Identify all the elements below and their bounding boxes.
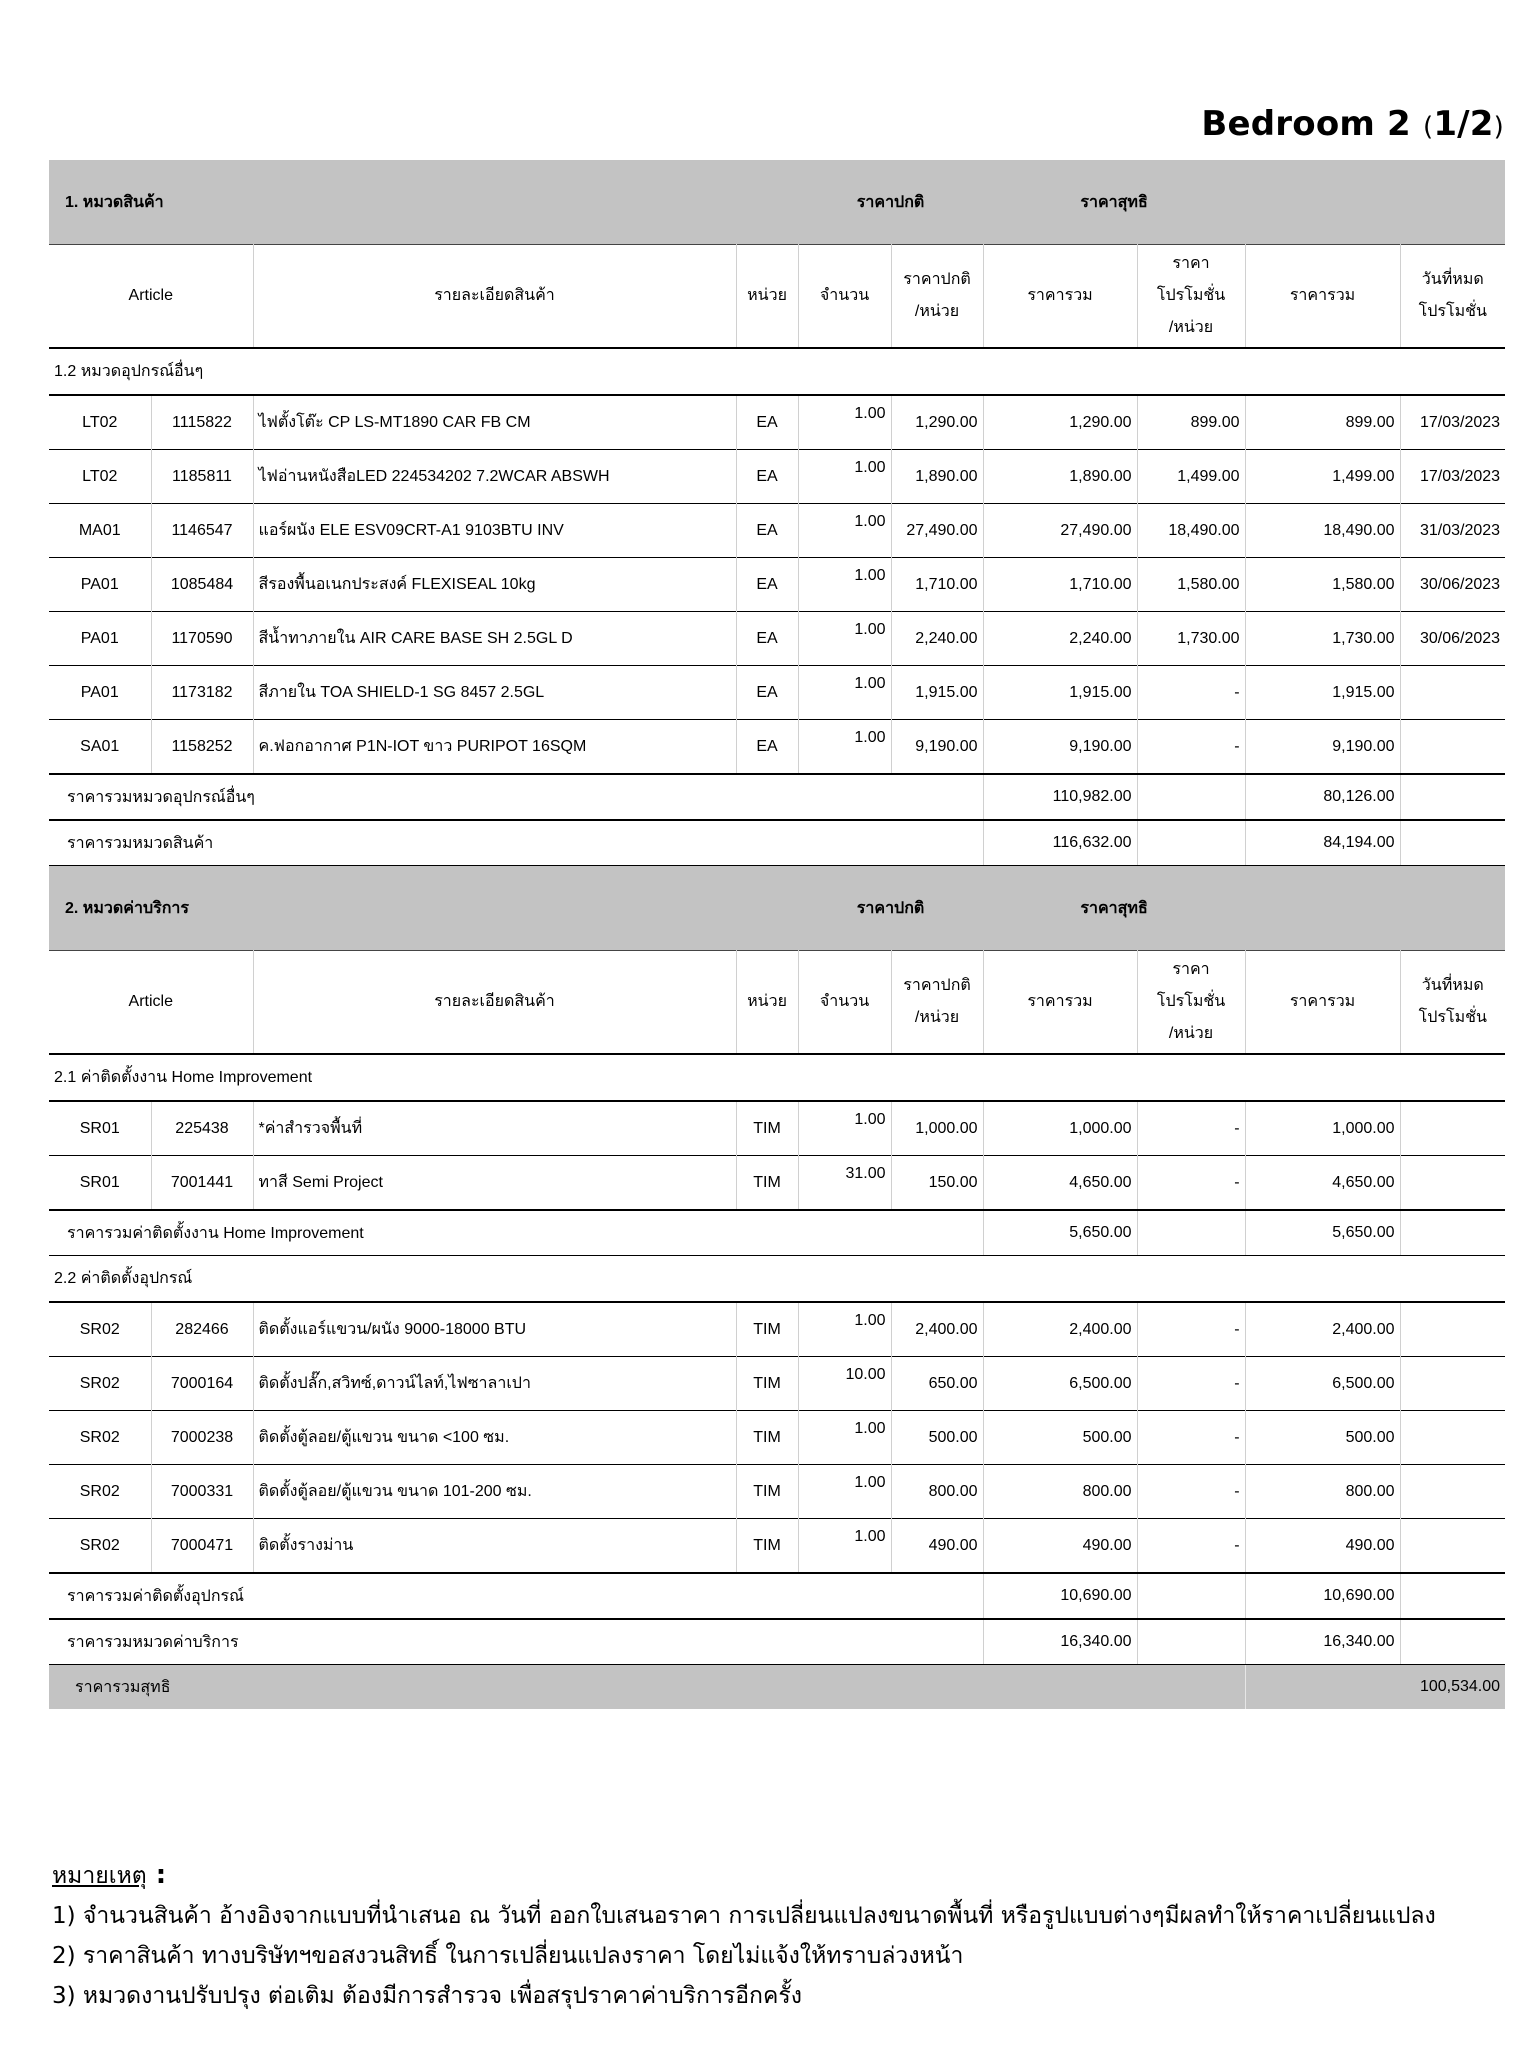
table-row xyxy=(49,1519,1505,1574)
column-header-line: โปรโมชั่น xyxy=(1418,303,1487,320)
item-unit-price: 1,915.00 xyxy=(891,666,983,720)
item-description: ทาสี Semi Project xyxy=(253,1156,736,1211)
table-row xyxy=(49,450,1505,504)
item-description: แอร์ผนัง ELE ESV09CRT-A1 9103BTU INV xyxy=(253,504,736,558)
regular-price-group-header: ราคาปกติ xyxy=(798,866,983,951)
item-quantity: 10.00 xyxy=(798,1357,891,1411)
item-quantity: 1.00 xyxy=(798,1302,891,1357)
table-row xyxy=(49,395,1505,450)
net-price-group-header: ราคาสุทธิ xyxy=(983,866,1245,951)
column-header-line: โปรโมชั่น xyxy=(1156,287,1226,304)
net-total-value: 100,534.00 xyxy=(1245,1665,1505,1710)
item-promo-end-date: 17/03/2023 xyxy=(1400,450,1505,504)
item-quantity: 1.00 xyxy=(798,666,891,720)
subtotal-row xyxy=(49,820,1505,866)
item-unit: EA xyxy=(736,395,798,450)
item-promo-end-date xyxy=(1400,1357,1505,1411)
item-unit-price: 800.00 xyxy=(891,1465,983,1519)
col-article: Article xyxy=(49,245,253,349)
item-quantity: 1.00 xyxy=(798,720,891,775)
subsection-header xyxy=(49,1256,1505,1303)
item-description: ค.ฟอกอากาศ P1N-IOT ขาว PURIPOT 16SQM xyxy=(253,720,736,775)
item-code: 225438 xyxy=(151,1101,253,1156)
item-category: LT02 xyxy=(49,450,151,504)
subtotal-spacer xyxy=(1137,774,1245,820)
subtotal-spacer xyxy=(1137,820,1245,866)
table-row xyxy=(49,1156,1505,1211)
column-header-row xyxy=(49,245,1505,349)
subtotal-row xyxy=(49,1619,1505,1665)
subsection-title: 2.1 ค่าติดตั้งงาน Home Improvement xyxy=(49,1054,1505,1101)
table-row xyxy=(49,720,1505,775)
item-category: SR02 xyxy=(49,1357,151,1411)
table-row xyxy=(49,1465,1505,1519)
item-promo-price: - xyxy=(1137,1411,1245,1465)
item-promo-end-date xyxy=(1400,1156,1505,1211)
item-code: 1115822 xyxy=(151,395,253,450)
item-quantity: 1.00 xyxy=(798,612,891,666)
item-net-total: 1,000.00 xyxy=(1245,1101,1400,1156)
item-category: PA01 xyxy=(49,612,151,666)
item-code: 7000164 xyxy=(151,1357,253,1411)
col-net-total: ราคารวม xyxy=(1245,245,1400,349)
item-promo-end-date xyxy=(1400,1465,1505,1519)
column-header-row xyxy=(49,951,1505,1055)
page-title-main: Bedroom 2 xyxy=(1201,104,1411,144)
item-promo-price: - xyxy=(1137,1302,1245,1357)
notes-title: หมายเหตุ xyxy=(52,1863,147,1889)
subtotal-regular: 110,982.00 xyxy=(983,774,1137,820)
item-category: SA01 xyxy=(49,720,151,775)
col-unit: หน่วย xyxy=(736,245,798,349)
item-total: 800.00 xyxy=(983,1465,1137,1519)
item-promo-end-date xyxy=(1400,666,1505,720)
col-article: Article xyxy=(49,951,253,1055)
item-net-total: 1,730.00 xyxy=(1245,612,1400,666)
item-total: 4,650.00 xyxy=(983,1156,1137,1211)
subtotal-spacer xyxy=(1137,1619,1245,1665)
col-unit-price xyxy=(891,245,983,349)
quotation-table xyxy=(49,160,1505,1709)
regular-price-group-header: ราคาปกติ xyxy=(798,160,983,245)
section-title: 2. หมวดค่าบริการ xyxy=(49,866,798,951)
item-unit: TIM xyxy=(736,1519,798,1574)
page-title xyxy=(1201,104,1504,144)
col-unit-price xyxy=(891,951,983,1055)
item-promo-end-date xyxy=(1400,1101,1505,1156)
subtotal-net: 10,690.00 xyxy=(1245,1573,1400,1619)
section-title: 1. หมวดสินค้า xyxy=(49,160,798,245)
item-total: 6,500.00 xyxy=(983,1357,1137,1411)
col-promo-price xyxy=(1137,951,1245,1055)
item-promo-end-date xyxy=(1400,1411,1505,1465)
column-header-line: ราคาปกติ xyxy=(903,271,971,288)
table-row xyxy=(49,1411,1505,1465)
item-total: 1,290.00 xyxy=(983,395,1137,450)
item-promo-end-date: 17/03/2023 xyxy=(1400,395,1505,450)
item-quantity: 1.00 xyxy=(798,450,891,504)
col-unit: หน่วย xyxy=(736,951,798,1055)
table-row xyxy=(49,1302,1505,1357)
subsection-title: 1.2 หมวดอุปกรณ์อื่นๆ xyxy=(49,348,1505,395)
item-code: 1146547 xyxy=(151,504,253,558)
item-unit-price: 27,490.00 xyxy=(891,504,983,558)
item-total: 1,915.00 xyxy=(983,666,1137,720)
item-category: MA01 xyxy=(49,504,151,558)
column-header-line: วันที่หมด xyxy=(1421,271,1484,288)
subtotal-label: ราคารวมหมวดสินค้า xyxy=(49,820,983,866)
subtotal-spacer xyxy=(1400,1210,1505,1256)
table-row xyxy=(49,1357,1505,1411)
column-header-line: /หน่วย xyxy=(914,303,960,320)
header-spacer xyxy=(1245,160,1505,245)
col-promo-end-date xyxy=(1400,245,1505,349)
item-code: 7001441 xyxy=(151,1156,253,1211)
item-unit: TIM xyxy=(736,1465,798,1519)
item-promo-price: - xyxy=(1137,1101,1245,1156)
subtotal-regular: 5,650.00 xyxy=(983,1210,1137,1256)
table-row xyxy=(49,612,1505,666)
subtotal-spacer xyxy=(1400,774,1505,820)
item-net-total: 490.00 xyxy=(1245,1519,1400,1574)
item-promo-end-date: 30/06/2023 xyxy=(1400,558,1505,612)
column-header-line: ราคาปกติ xyxy=(903,977,971,994)
column-header-line: /หน่วย xyxy=(914,1009,960,1026)
col-description: รายละเอียดสินค้า xyxy=(253,951,736,1055)
page-title-part: 1/2 xyxy=(1433,104,1494,144)
notes xyxy=(52,1855,1436,2016)
column-header-line: โปรโมชั่น xyxy=(1156,993,1226,1010)
subtotal-spacer xyxy=(1137,1573,1245,1619)
item-code: 7000238 xyxy=(151,1411,253,1465)
item-promo-price: - xyxy=(1137,1519,1245,1574)
item-category: SR02 xyxy=(49,1302,151,1357)
notes-colon: : xyxy=(146,1860,167,1890)
item-category: SR02 xyxy=(49,1519,151,1574)
item-unit: EA xyxy=(736,504,798,558)
subsection-header xyxy=(49,1054,1505,1101)
item-unit-price: 490.00 xyxy=(891,1519,983,1574)
item-promo-end-date xyxy=(1400,1302,1505,1357)
item-promo-end-date xyxy=(1400,720,1505,775)
col-promo-end-date xyxy=(1400,951,1505,1055)
item-unit: TIM xyxy=(736,1156,798,1211)
item-quantity: 1.00 xyxy=(798,395,891,450)
section-header xyxy=(49,866,1505,951)
item-total: 9,190.00 xyxy=(983,720,1137,775)
subtotal-net: 16,340.00 xyxy=(1245,1619,1400,1665)
item-category: SR01 xyxy=(49,1156,151,1211)
column-header-line: วันที่หมด xyxy=(1421,977,1484,994)
item-description: สีภายใน TOA SHIELD-1 SG 8457 2.5GL xyxy=(253,666,736,720)
subtotal-spacer xyxy=(1400,1573,1505,1619)
subtotal-net: 84,194.00 xyxy=(1245,820,1400,866)
item-unit: TIM xyxy=(736,1411,798,1465)
section-header xyxy=(49,160,1505,245)
subtotal-regular: 10,690.00 xyxy=(983,1573,1137,1619)
quotation-table-body xyxy=(49,160,1505,1709)
note-line: 3) หมวดงานปรับปรุง ต่อเติม ต้องมีการสำรวจ เพื่อสรุปราคาค่าบริการอีกครั้ง xyxy=(52,1983,802,2009)
item-net-total: 899.00 xyxy=(1245,395,1400,450)
item-net-total: 500.00 xyxy=(1245,1411,1400,1465)
subtotal-label: ราคารวมค่าติดตั้งงาน Home Improvement xyxy=(49,1210,983,1256)
item-description: ติดตั้งแอร์แขวน/ผนัง 9000-18000 BTU xyxy=(253,1302,736,1357)
item-description: สีน้ำทาภายใน AIR CARE BASE SH 2.5GL D xyxy=(253,612,736,666)
item-unit: EA xyxy=(736,450,798,504)
item-description: ติดตั้งตู้ลอย/ตู้แขวน ขนาด <100 ซม. xyxy=(253,1411,736,1465)
item-code: 1173182 xyxy=(151,666,253,720)
item-quantity: 31.00 xyxy=(798,1156,891,1211)
table-row xyxy=(49,558,1505,612)
subsection-title: 2.2 ค่าติดตั้งอุปกรณ์ xyxy=(49,1256,1505,1303)
item-net-total: 2,400.00 xyxy=(1245,1302,1400,1357)
item-net-total: 1,915.00 xyxy=(1245,666,1400,720)
item-promo-price: - xyxy=(1137,1156,1245,1211)
item-net-total: 6,500.00 xyxy=(1245,1357,1400,1411)
item-unit: EA xyxy=(736,666,798,720)
item-total: 490.00 xyxy=(983,1519,1137,1574)
header-spacer xyxy=(1245,866,1505,951)
item-total: 1,890.00 xyxy=(983,450,1137,504)
subsection-header xyxy=(49,348,1505,395)
item-promo-price: 18,490.00 xyxy=(1137,504,1245,558)
item-code: 7000471 xyxy=(151,1519,253,1574)
subtotal-spacer xyxy=(1400,1619,1505,1665)
subtotal-regular: 116,632.00 xyxy=(983,820,1137,866)
item-unit-price: 9,190.00 xyxy=(891,720,983,775)
column-header-line: /หน่วย xyxy=(1168,1025,1214,1042)
item-promo-end-date: 31/03/2023 xyxy=(1400,504,1505,558)
item-unit-price: 1,710.00 xyxy=(891,558,983,612)
page-title-paren-close: ) xyxy=(1493,112,1504,142)
item-net-total: 4,650.00 xyxy=(1245,1156,1400,1211)
item-code: 1085484 xyxy=(151,558,253,612)
net-total-label: ราคารวมสุทธิ xyxy=(49,1665,1245,1710)
table-row xyxy=(49,666,1505,720)
item-description: ไฟอ่านหนังสือLED 224534202 7.2WCAR ABSWH xyxy=(253,450,736,504)
item-promo-price: - xyxy=(1137,720,1245,775)
subtotal-spacer xyxy=(1400,820,1505,866)
item-promo-price: - xyxy=(1137,1465,1245,1519)
col-total: ราคารวม xyxy=(983,951,1137,1055)
item-description: ติดตั้งปลั๊ก,สวิทซ์,ดาวน์ไลท์,ไฟซาลาเปา xyxy=(253,1357,736,1411)
item-unit-price: 1,290.00 xyxy=(891,395,983,450)
item-promo-price: 1,730.00 xyxy=(1137,612,1245,666)
subtotal-row xyxy=(49,1210,1505,1256)
item-code: 7000331 xyxy=(151,1465,253,1519)
item-net-total: 18,490.00 xyxy=(1245,504,1400,558)
subtotal-label: ราคารวมหมวดอุปกรณ์อื่นๆ xyxy=(49,774,983,820)
subtotal-regular: 16,340.00 xyxy=(983,1619,1137,1665)
item-quantity: 1.00 xyxy=(798,1101,891,1156)
col-net-total: ราคารวม xyxy=(1245,951,1400,1055)
item-category: PA01 xyxy=(49,666,151,720)
item-category: LT02 xyxy=(49,395,151,450)
item-total: 2,240.00 xyxy=(983,612,1137,666)
item-code: 1170590 xyxy=(151,612,253,666)
item-promo-price: - xyxy=(1137,1357,1245,1411)
item-description: ติดตั้งตู้ลอย/ตู้แขวน ขนาด 101-200 ซม. xyxy=(253,1465,736,1519)
item-unit-price: 150.00 xyxy=(891,1156,983,1211)
page-title-paren-open: ( xyxy=(1422,112,1434,142)
item-promo-price: - xyxy=(1137,666,1245,720)
item-unit-price: 2,240.00 xyxy=(891,612,983,666)
item-description: ไฟตั้งโต๊ะ CP LS-MT1890 CAR FB CM xyxy=(253,395,736,450)
item-total: 1,710.00 xyxy=(983,558,1137,612)
item-category: SR02 xyxy=(49,1411,151,1465)
col-description: รายละเอียดสินค้า xyxy=(253,245,736,349)
item-unit: TIM xyxy=(736,1357,798,1411)
item-unit-price: 500.00 xyxy=(891,1411,983,1465)
net-total-row xyxy=(49,1665,1505,1710)
item-code: 1185811 xyxy=(151,450,253,504)
column-header-line: ราคา xyxy=(1172,961,1210,978)
item-unit-price: 1,890.00 xyxy=(891,450,983,504)
item-total: 2,400.00 xyxy=(983,1302,1137,1357)
subtotal-spacer xyxy=(1137,1210,1245,1256)
table-row xyxy=(49,504,1505,558)
column-header-line: โปรโมชั่น xyxy=(1418,1009,1487,1026)
item-code: 1158252 xyxy=(151,720,253,775)
col-promo-price xyxy=(1137,245,1245,349)
item-quantity: 1.00 xyxy=(798,1465,891,1519)
item-description: สีรองพื้นอเนกประสงค์ FLEXISEAL 10kg xyxy=(253,558,736,612)
subtotal-net: 5,650.00 xyxy=(1245,1210,1400,1256)
item-total: 27,490.00 xyxy=(983,504,1137,558)
col-quantity: จำนวน xyxy=(798,245,891,349)
subtotal-net: 80,126.00 xyxy=(1245,774,1400,820)
item-net-total: 800.00 xyxy=(1245,1465,1400,1519)
item-quantity: 1.00 xyxy=(798,504,891,558)
item-unit: TIM xyxy=(736,1101,798,1156)
item-quantity: 1.00 xyxy=(798,558,891,612)
item-category: PA01 xyxy=(49,558,151,612)
table-row xyxy=(49,1101,1505,1156)
item-quantity: 1.00 xyxy=(798,1519,891,1574)
col-total: ราคารวม xyxy=(983,245,1137,349)
item-promo-end-date: 30/06/2023 xyxy=(1400,612,1505,666)
column-header-line: ราคา xyxy=(1172,255,1210,272)
item-unit-price: 1,000.00 xyxy=(891,1101,983,1156)
item-promo-price: 1,499.00 xyxy=(1137,450,1245,504)
item-promo-end-date xyxy=(1400,1519,1505,1574)
item-total: 500.00 xyxy=(983,1411,1137,1465)
item-net-total: 9,190.00 xyxy=(1245,720,1400,775)
item-description: ติดตั้งรางม่าน xyxy=(253,1519,736,1574)
item-description: *ค่าสำรวจพื้นที่ xyxy=(253,1101,736,1156)
note-line: 2) ราคาสินค้า ทางบริษัทฯขอสงวนสิทธิ์ ในการเปลี่ยนแปลงราคา โดยไม่แจ้งให้ทราบล่วงหน้า xyxy=(52,1943,964,1969)
item-category: SR02 xyxy=(49,1465,151,1519)
item-promo-price: 1,580.00 xyxy=(1137,558,1245,612)
item-unit: EA xyxy=(736,612,798,666)
note-line: 1) จำนวนสินค้า อ้างอิงจากแบบที่นำเสนอ ณ วันที่ ออกใบเสนอราคา การเปลี่ยนแปลงขนาดพื้นที่ หรือรูปแบบต่างๆมีผลทำให้ราคาเปลี่ยนแปลง xyxy=(52,1903,1436,1929)
net-price-group-header: ราคาสุทธิ xyxy=(983,160,1245,245)
subtotal-label: ราคารวมค่าติดตั้งอุปกรณ์ xyxy=(49,1573,983,1619)
col-quantity: จำนวน xyxy=(798,951,891,1055)
item-unit-price: 650.00 xyxy=(891,1357,983,1411)
item-unit: EA xyxy=(736,558,798,612)
item-total: 1,000.00 xyxy=(983,1101,1137,1156)
subtotal-row xyxy=(49,774,1505,820)
subtotal-row xyxy=(49,1573,1505,1619)
item-promo-price: 899.00 xyxy=(1137,395,1245,450)
item-code: 282466 xyxy=(151,1302,253,1357)
column-header-line: /หน่วย xyxy=(1168,319,1214,336)
item-unit: TIM xyxy=(736,1302,798,1357)
item-net-total: 1,499.00 xyxy=(1245,450,1400,504)
item-unit-price: 2,400.00 xyxy=(891,1302,983,1357)
item-net-total: 1,580.00 xyxy=(1245,558,1400,612)
subtotal-label: ราคารวมหมวดค่าบริการ xyxy=(49,1619,983,1665)
item-category: SR01 xyxy=(49,1101,151,1156)
item-unit: EA xyxy=(736,720,798,775)
item-quantity: 1.00 xyxy=(798,1411,891,1465)
